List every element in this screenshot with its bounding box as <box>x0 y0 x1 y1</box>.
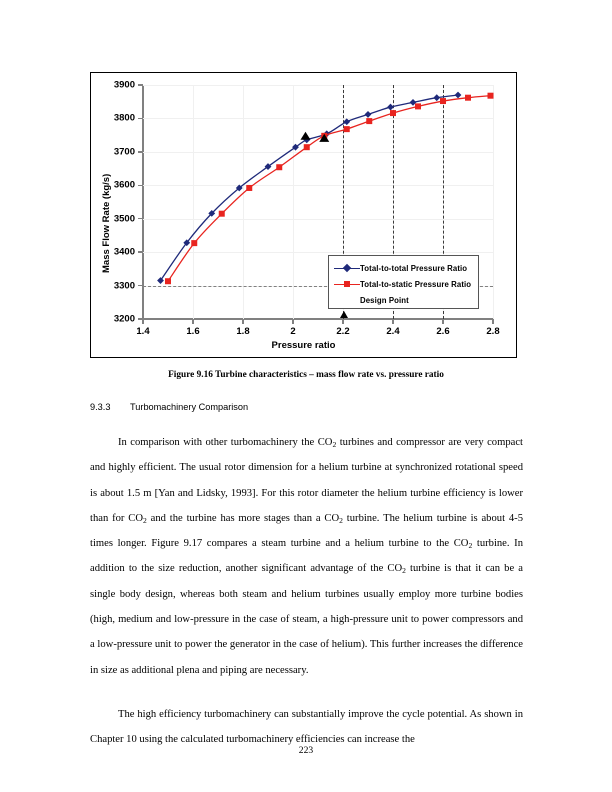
data-point-square <box>488 93 494 99</box>
tick-x <box>242 319 243 324</box>
figure-caption: Figure 9.16 Turbine characteristics – mass flow rate vs. pressure ratio <box>168 370 444 380</box>
y-tick-label: 3500 <box>113 213 135 225</box>
data-point-square <box>440 98 446 104</box>
y-tick-label: 3400 <box>113 246 135 258</box>
p1-part-d: turbine. The helium turbine is about 4-5 times longer. Figure 9.17 compares a steam turbine and a helium turbine to the CO <box>90 512 523 550</box>
data-point-diamond <box>365 111 372 118</box>
data-point-square <box>366 118 372 124</box>
x-tick-label: 2.2 <box>336 326 350 337</box>
tick-x <box>392 319 393 324</box>
y-tick-label: 3200 <box>113 313 135 325</box>
chart-frame <box>90 72 517 358</box>
data-point-diamond <box>433 94 440 101</box>
data-point-triangle <box>301 132 311 140</box>
p1-part-b: turbines and compressor are very compact and highly efficient. The usual rotor dimension for a helium turbine at synchronized rotational speed is about 1.5 m [Yan and Lidsky, 1993]. For this rotor diameter the helium turbine efficiency is lower than for CO <box>90 437 523 524</box>
legend-label-total-to-total: Total-to-total Pressure Ratio <box>360 263 468 273</box>
y-tick-label: 3900 <box>113 79 135 91</box>
section-heading <box>90 402 523 412</box>
chart-legend <box>328 255 479 309</box>
legend-item-total-to-static <box>334 276 473 292</box>
legend-item-design-point <box>334 292 473 308</box>
page-number: 223 <box>298 745 314 756</box>
data-point-square <box>276 164 282 170</box>
page-content <box>90 402 523 753</box>
p1-part-a: In comparison with other turbomachinery the CO <box>118 437 333 448</box>
data-point-square <box>390 110 396 116</box>
p1-sub-5: 2 <box>402 566 406 576</box>
p1-part-f: turbine is that it can be a single body design, whereas both steam and helium turbines usually employ more turbine bodies (high, medium and low-pressure in the case of steam, a high-pressure unit to power compressors and a low-pressure unit to power the generator in the case of helium). This further increases the difference in size as additional plena and piping are necessary. <box>90 563 523 676</box>
tick-x <box>142 319 143 324</box>
data-point-diamond <box>455 92 462 99</box>
data-point-square <box>304 144 310 150</box>
data-point-square <box>165 278 171 284</box>
legend-label-total-to-static: Total-to-static Pressure Ratio <box>360 279 472 289</box>
series-line <box>161 95 459 281</box>
y-tick-label: 3300 <box>113 280 135 292</box>
data-point-square <box>465 95 471 101</box>
tick-x <box>192 319 193 324</box>
paragraph-1 <box>90 430 523 683</box>
tick-x <box>492 319 493 324</box>
p1-part-c: and the turbine has more stages than a CO <box>146 512 340 524</box>
p1-sub-2: 2 <box>143 515 147 525</box>
gridline-x <box>493 85 494 319</box>
y-axis-title: Mass Flow Rate (kg/s) <box>101 173 112 273</box>
p1-part-e: turbine. In addition to the size reduction, another significant advantage of the CO <box>90 538 523 575</box>
paragraph-2: The high efficiency turbomachinery can substantially improve the cycle potential. As shown in Chapter 10 using the calculated turbomachinery efficiencies can increase the <box>90 708 523 746</box>
data-point-square <box>191 240 197 246</box>
legend-label-design-point: Design Point <box>360 295 409 305</box>
series-line <box>168 96 491 282</box>
tick-x <box>342 319 343 324</box>
legend-key-square <box>334 278 360 290</box>
x-tick-label: 2.6 <box>436 326 450 337</box>
x-tick-label: 2.8 <box>486 326 500 337</box>
data-point-square <box>415 103 421 109</box>
x-tick-label: 1.8 <box>236 326 250 337</box>
legend-key-triangle <box>334 294 360 306</box>
x-tick-label: 2 <box>290 326 296 337</box>
p1-sub-3: 2 <box>339 515 343 525</box>
tick-x <box>442 319 443 324</box>
legend-item-total-to-total <box>334 260 473 276</box>
y-tick-label: 3700 <box>113 146 135 158</box>
data-point-diamond <box>343 118 350 125</box>
x-tick-label: 1.6 <box>186 326 200 337</box>
tick-x <box>292 319 293 324</box>
p1-sub-1: 2 <box>332 440 337 449</box>
data-point-square <box>219 211 225 217</box>
data-point-square <box>344 126 350 132</box>
section-title: Turbomachinery Comparison <box>130 402 249 412</box>
legend-key-diamond <box>334 262 360 274</box>
x-tick-label: 1.4 <box>136 326 150 337</box>
data-point-square <box>246 185 252 191</box>
x-tick-label: 2.4 <box>386 326 400 337</box>
p1-sub-4: 2 <box>468 541 473 551</box>
y-tick-label: 3600 <box>113 179 135 191</box>
data-point-diamond <box>387 104 394 111</box>
y-tick-label: 3800 <box>113 112 135 124</box>
section-number: 9.3.3 <box>90 402 111 412</box>
x-axis-title: Pressure ratio <box>271 340 336 351</box>
